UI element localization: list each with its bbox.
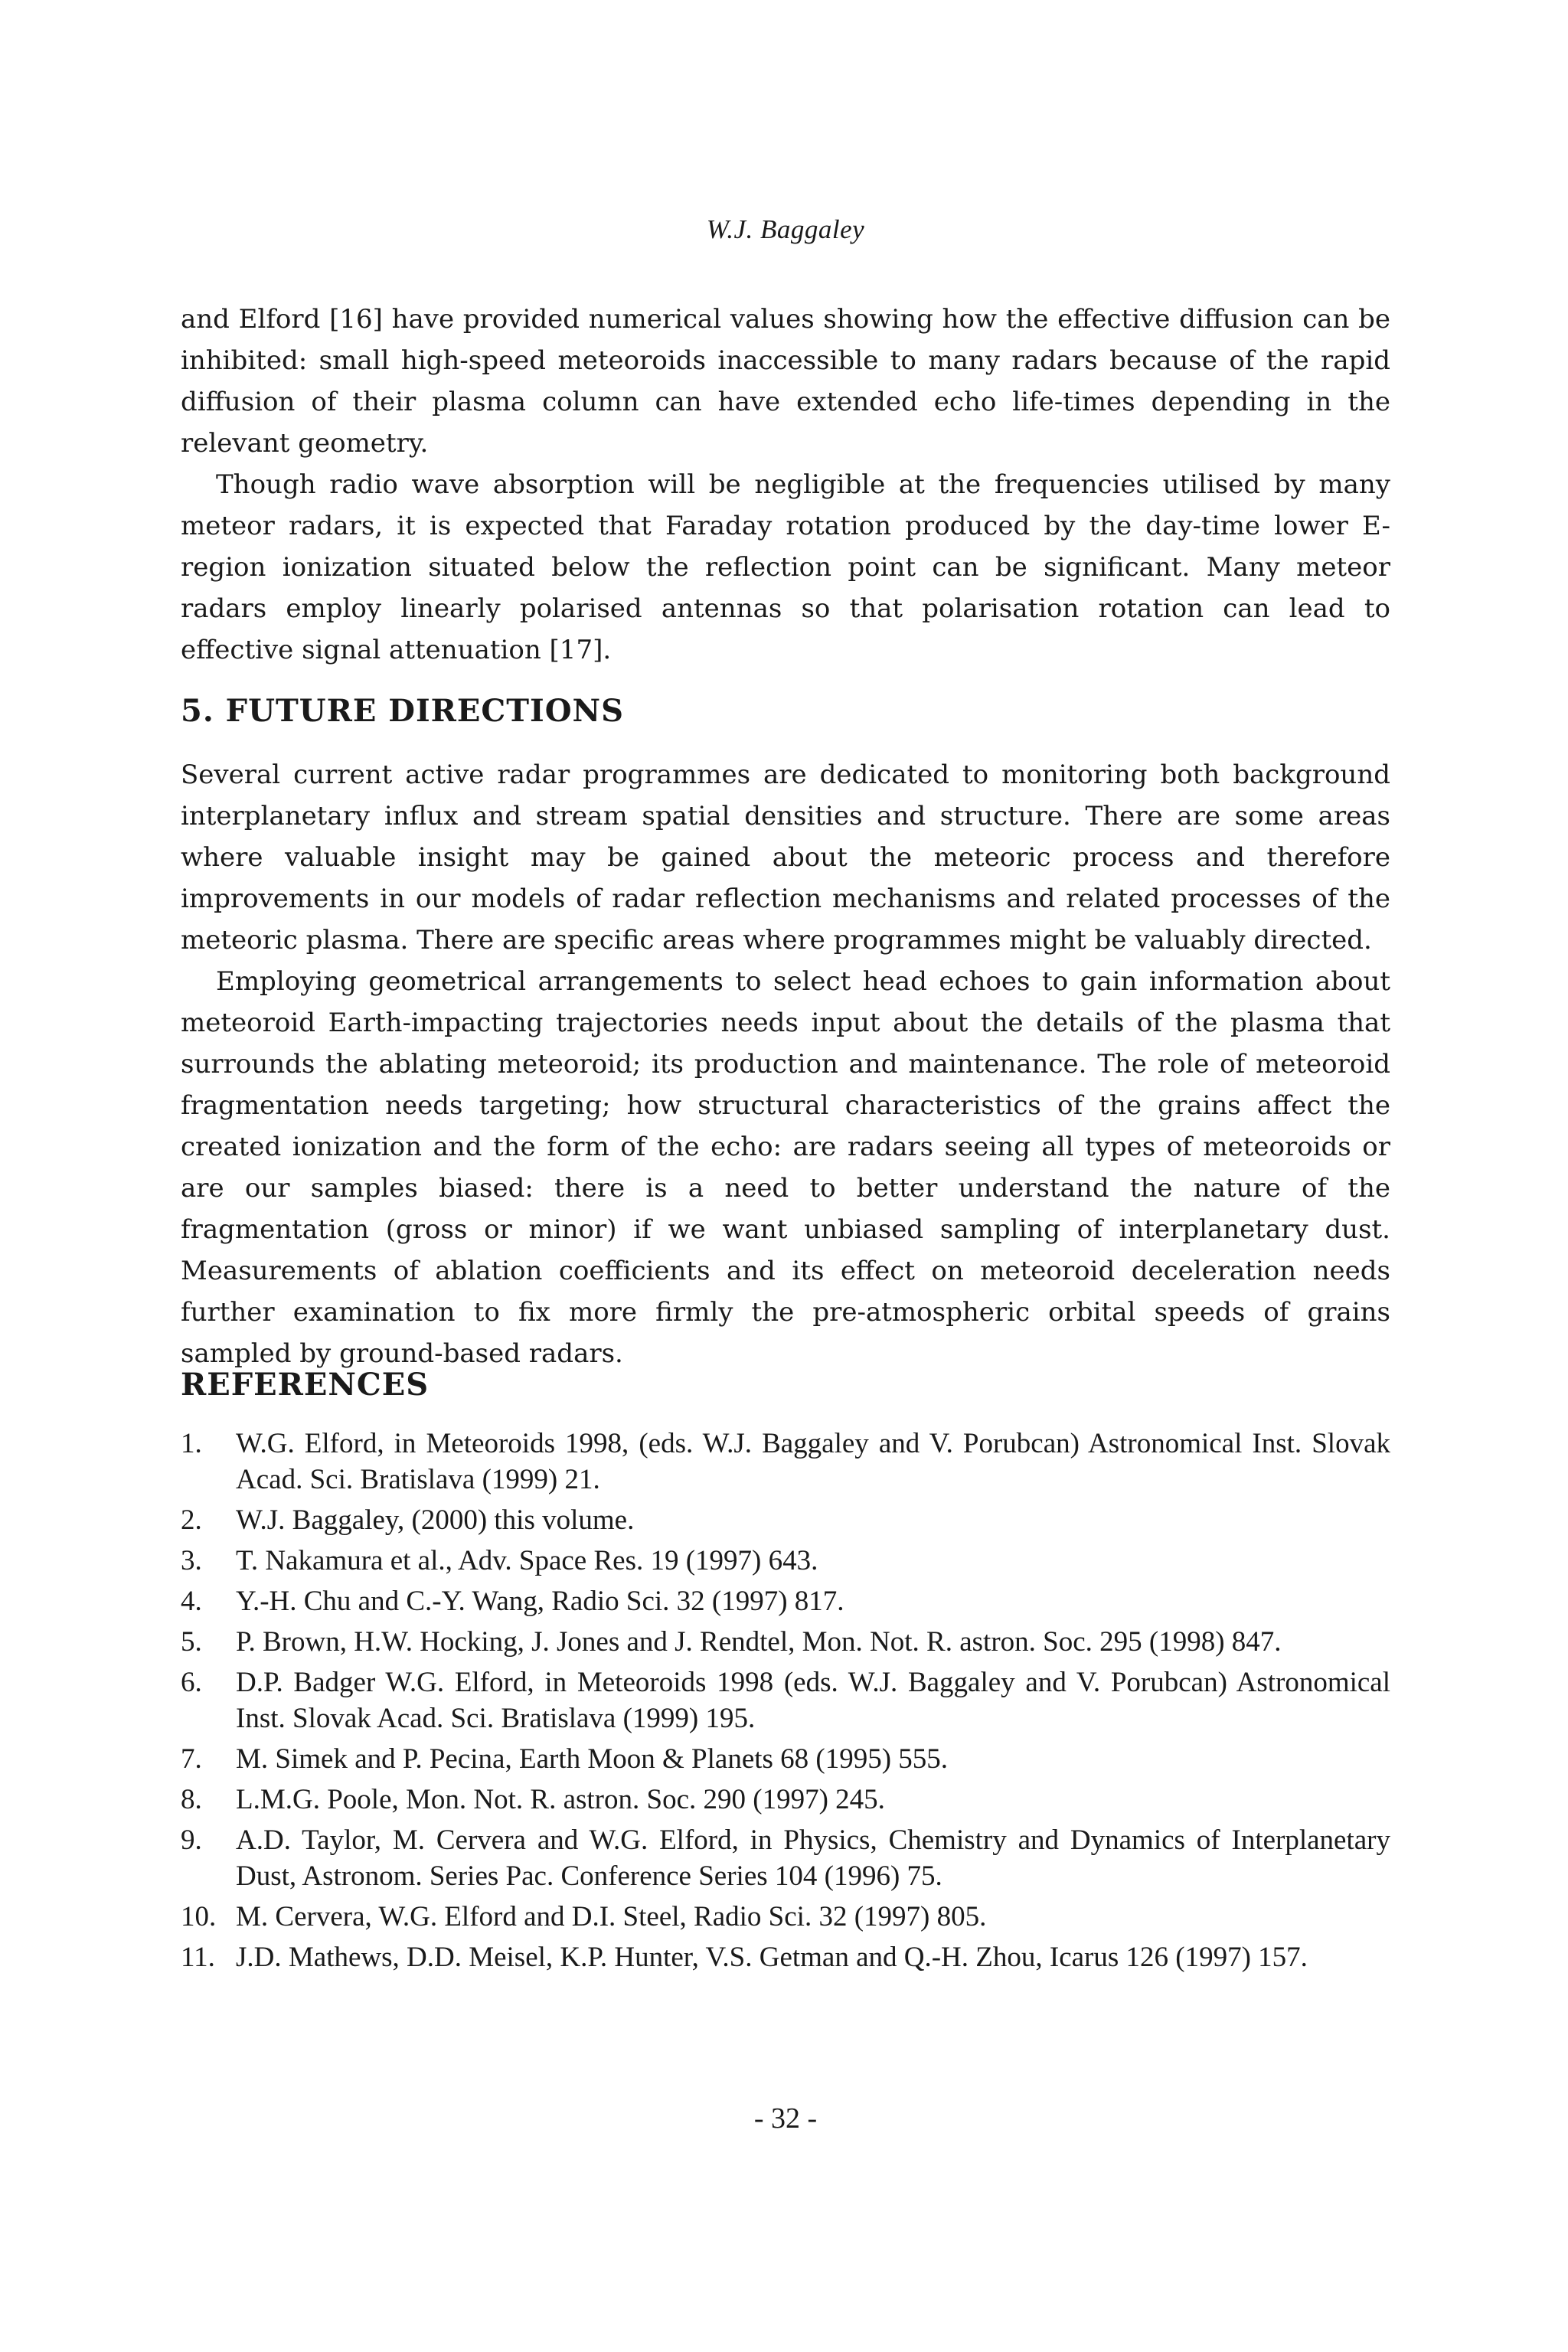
reference-text: D.P. Badger W.G. Elford, in Meteoroids 1998 (eds. W.J. Baggaley and V. Porubcan) Astronomical Inst. Slovak Acad. Sci. Bratislava (1999) 195. xyxy=(236,1667,1390,1734)
reference-text: L.M.G. Poole, Mon. Not. R. astron. Soc. 290 (1997) 245. xyxy=(236,1784,885,1815)
reference-number: 5. xyxy=(181,1626,202,1658)
running-header: W.J. Baggaley xyxy=(706,214,865,244)
reference-item xyxy=(181,1899,1390,1935)
reference-text: W.G. Elford, in Meteoroids 1998, (eds. W.J. Baggaley and V. Porubcan) Astronomical Inst. Slovak Acad. Sci. Bratislava (1999) 21. xyxy=(236,1428,1390,1495)
reference-item xyxy=(181,1426,1390,1498)
page-number: - 32 - xyxy=(753,2102,818,2135)
reference-number: 6. xyxy=(181,1667,202,1698)
reference-text: P. Brown, H.W. Hocking, J. Jones and J. Rendtel, Mon. Not. R. astron. Soc. 295 (1998) 847. xyxy=(236,1626,1282,1658)
reference-item xyxy=(181,1543,1390,1579)
reference-number: 10. xyxy=(181,1901,217,1932)
reference-text: M. Cervera, W.G. Elford and D.I. Steel, Radio Sci. 32 (1997) 805. xyxy=(236,1901,987,1932)
reference-item xyxy=(181,1502,1390,1538)
reference-number: 2. xyxy=(181,1504,202,1536)
reference-item xyxy=(181,1782,1390,1818)
section-5-body xyxy=(181,754,1390,1374)
reference-item xyxy=(181,1664,1390,1736)
reference-number: 1. xyxy=(181,1428,202,1459)
reference-item xyxy=(181,1939,1390,1975)
paragraph: and Elford [16] have provided numerical values showing how the effective diffusion can be inhibited: small high-speed meteoroids inaccessible to many radars because of the rapid diffusion of their plasma column can have extended echo life-times depending in the relevant geometry. xyxy=(181,304,1390,459)
section-heading-references: REFERENCES xyxy=(181,1367,430,1403)
reference-number: 3. xyxy=(181,1545,202,1576)
reference-text: T. Nakamura et al., Adv. Space Res. 19 (1997) 643. xyxy=(236,1545,818,1576)
reference-text: J.D. Mathews, D.D. Meisel, K.P. Hunter, V.S. Getman and Q.-H. Zhou, Icarus 126 (1997) 157. xyxy=(236,1942,1308,1973)
reference-number: 11. xyxy=(181,1942,215,1973)
section-4-continuation xyxy=(181,299,1390,671)
reference-text: A.D. Taylor, M. Cervera and W.G. Elford, in Physics, Chemistry and Dynamics of Interplanetary Dust, Astronom. Series Pac. Conference Series 104 (1996) 75. xyxy=(236,1824,1390,1892)
paragraph: Though radio wave absorption will be negligible at the frequencies utilised by many meteor radars, it is expected that Faraday rotation produced by the day-time lower E-region ionization situated below the reflection point can be significant. Many meteor radars employ linearly polarised antennas so that polarisation rotation can lead to effective signal attenuation [17]. xyxy=(181,469,1390,665)
paragraph: Employing geometrical arrangements to select head echoes to gain information about meteoroid Earth-impacting trajectories needs input about the details of the plasma that surrounds the ablating meteoroid; its production and maintenance. The role of meteoroid fragmentation needs targeting; how structural characteristics of the grains affect the created ionization and the form of the echo: are radars seeing all types of meteoroids or are our samples biased: there is a need to better understand the nature of the fragmentation (gross or minor) if we want unbiased sampling of interplanetary dust. Measurements of ablation coefficients and its effect on meteoroid deceleration needs further examination to fix more firmly the pre-atmospheric orbital speeds of grains sampled by ground-based radars. xyxy=(181,966,1390,1369)
reference-item xyxy=(181,1822,1390,1894)
page xyxy=(181,0,1390,2352)
reference-number: 4. xyxy=(181,1586,202,1617)
reference-number: 7. xyxy=(181,1743,202,1775)
reference-item xyxy=(181,1741,1390,1777)
reference-item xyxy=(181,1583,1390,1619)
reference-number: 8. xyxy=(181,1784,202,1815)
reference-list xyxy=(181,1426,1390,1980)
reference-number: 9. xyxy=(181,1824,202,1856)
reference-text: Y.-H. Chu and C.-Y. Wang, Radio Sci. 32 (1997) 817. xyxy=(236,1586,844,1617)
section-heading-future-directions: 5. FUTURE DIRECTIONS xyxy=(181,693,625,729)
paragraph: Several current active radar programmes are dedicated to monitoring both background interplanetary influx and stream spatial densities and structure. There are some areas where valuable insight may be gained about the meteoric process and therefore improvements in our models of radar reflection mechanisms and related processes of the meteoric plasma. There are specific areas where programmes might be valuably directed. xyxy=(181,760,1390,956)
reference-text: W.J. Baggaley, (2000) this volume. xyxy=(236,1504,635,1536)
reference-text: M. Simek and P. Pecina, Earth Moon & Planets 68 (1995) 555. xyxy=(236,1743,949,1775)
reference-item xyxy=(181,1624,1390,1660)
